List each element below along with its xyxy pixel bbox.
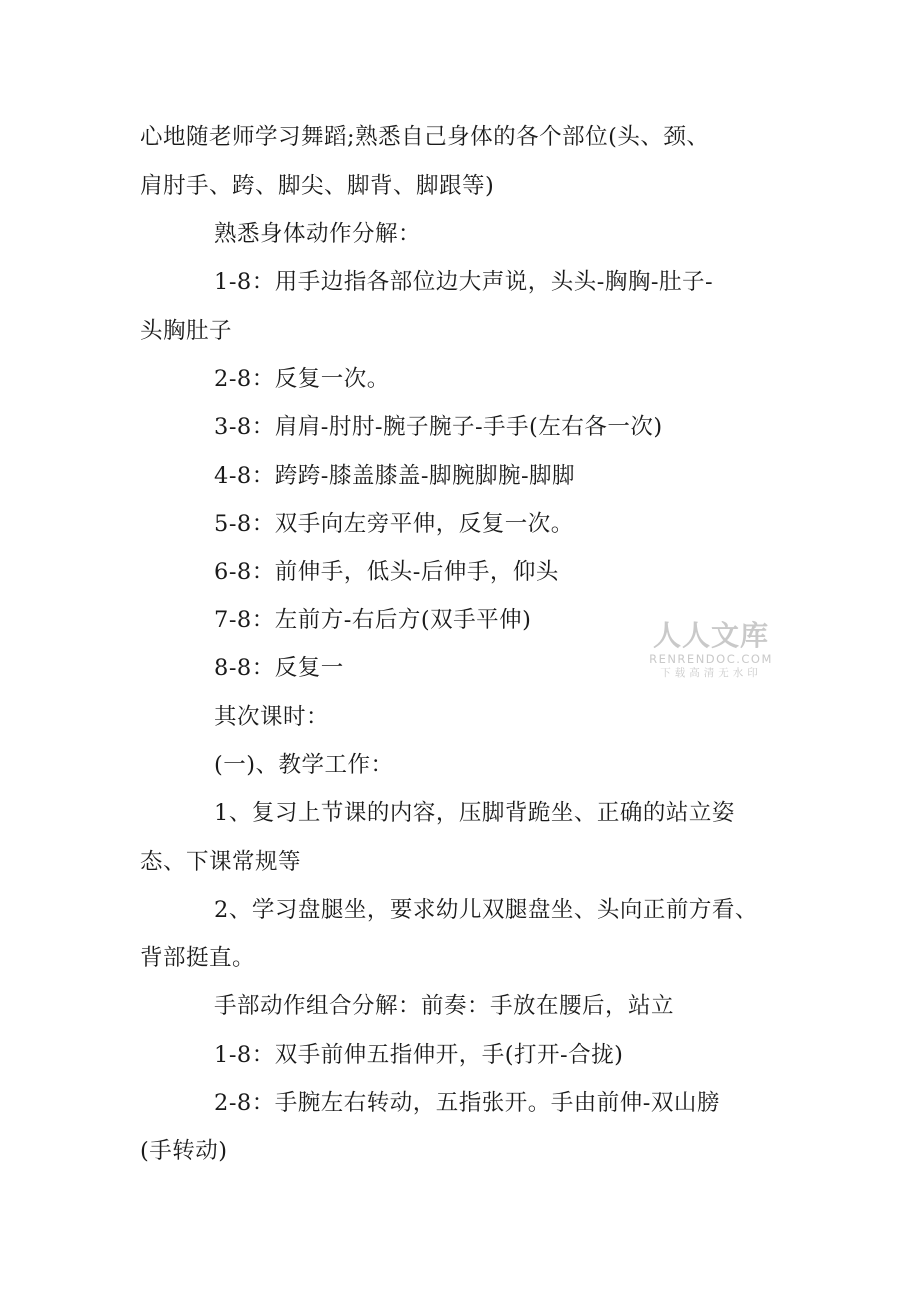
text-line: 熟悉身体动作分解： xyxy=(214,221,422,247)
text-line: 2、学习盘腿坐，要求幼儿双腿盘坐、头向正前方看、 xyxy=(214,897,758,923)
text-line: 背部挺直。 xyxy=(140,945,256,971)
text-line: 1-8：双手前伸五指伸开，手(打开-合拢) xyxy=(214,1042,624,1068)
text-line: 1-8：用手边指各部位边大声说，头头-胸胸-肚子- xyxy=(214,269,714,295)
text-line: 7-8：左前方-右后方(双手平伸) xyxy=(214,607,532,633)
text-line: 肩肘手、跨、脚尖、脚背、脚跟等) xyxy=(140,173,495,199)
text-line: 心地随老师学习舞蹈;熟悉自己身体的各个部位(头、颈、 xyxy=(140,124,710,150)
text-line: 2-8：手腕左右转动，五指张开。手由前伸-双山膀 xyxy=(214,1090,720,1116)
text-line: 态、下课常规等 xyxy=(140,849,302,875)
text-line: (一)、教学工作： xyxy=(214,752,394,778)
text-line: 1、复习上节课的内容，压脚背跪坐、正确的站立姿 xyxy=(214,800,735,826)
text-line: 手部动作组合分解：前奏：手放在腰后，站立 xyxy=(214,993,675,1019)
text-line: 8-8：反复一 xyxy=(214,655,344,681)
watermark-logo xyxy=(646,620,776,680)
text-line: 其次课时： xyxy=(214,704,330,730)
text-line: 4-8：跨跨-膝盖膝盖-脚腕脚腕-脚脚 xyxy=(214,463,576,489)
text-line: 2-8：反复一次。 xyxy=(214,366,390,392)
text-line: (手转动) xyxy=(140,1138,228,1164)
text-line: 5-8：双手向左旁平伸，反复一次。 xyxy=(214,511,574,537)
watermark-slogan-text: 下载高清无水印 xyxy=(660,667,762,679)
watermark-domain-text: RENRENDOC.COM xyxy=(649,652,773,666)
text-line: 头胸肚子 xyxy=(140,318,233,344)
text-line: 6-8：前伸手，低头-后伸手，仰头 xyxy=(214,559,559,585)
text-line: 3-8：肩肩-肘肘-腕子腕子-手手(左右各一次) xyxy=(214,414,663,440)
watermark-main-text: 人人文库 xyxy=(652,619,769,652)
